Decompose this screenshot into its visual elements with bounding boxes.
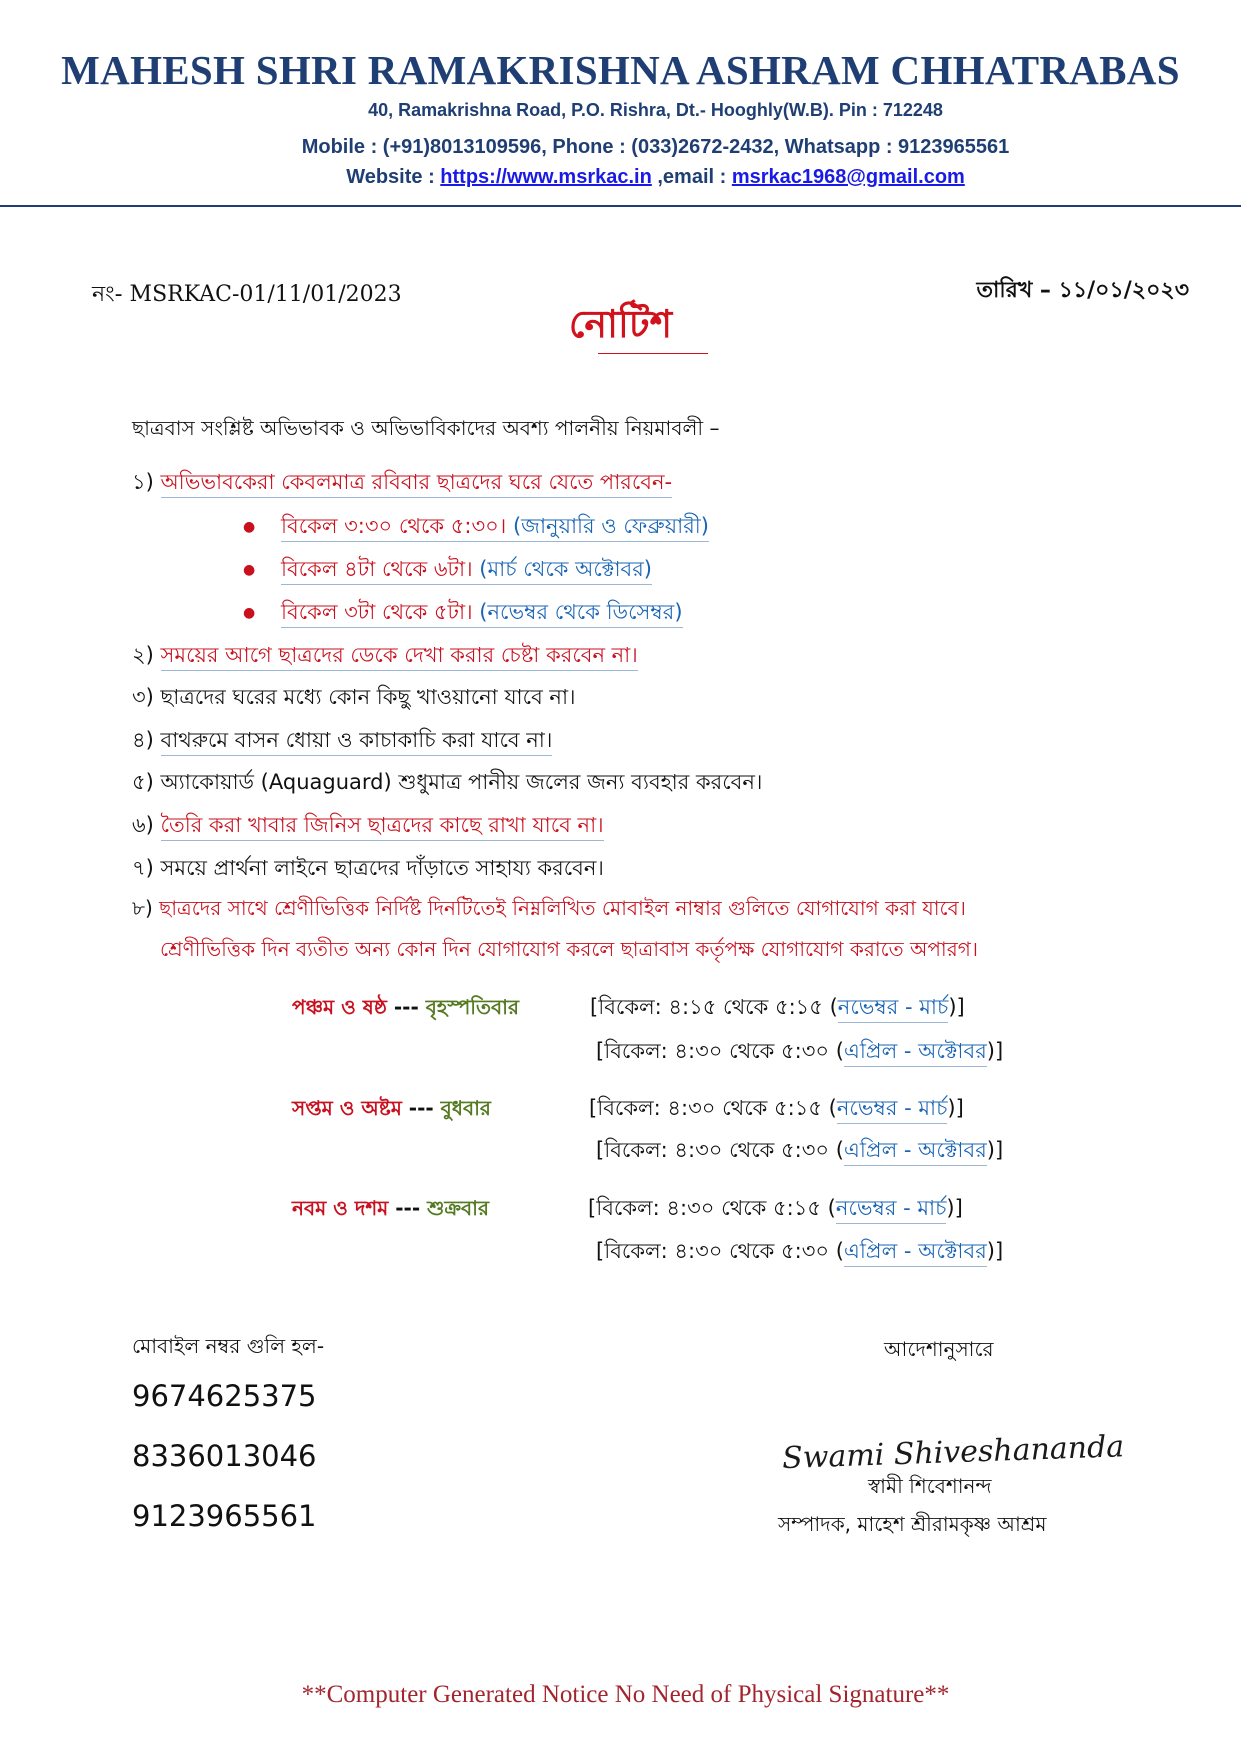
slot-close: )] [986, 1239, 1004, 1263]
email-label: ,email : [651, 166, 732, 188]
email-link[interactable]: msrkac1968@gmail.com [731, 166, 965, 188]
visit-slot-time: বিকেল ৪টা থেকে ৬টা। [281, 557, 480, 581]
class-separator: --- [388, 1196, 428, 1220]
rule-4-text: বাথরুমে বাসন ধোয়া ও কাচাকাচি করা যাবে না। [161, 728, 553, 756]
org-web-email [0, 166, 1241, 189]
rule-2-number: ২) [132, 643, 161, 667]
schedule-group-classes [292, 1094, 491, 1127]
bullet-icon: ● [243, 605, 256, 621]
website-label: Website : [346, 166, 441, 188]
rule-7 [132, 852, 604, 887]
rule-7-text: সময়ে প্রার্থনা লাইনে ছাত্রদের দাঁড়াতে সাহায্য করবেন। [160, 856, 604, 880]
ref-code: MSRKAC-01/11/01/2023 [129, 282, 402, 307]
class-names: সপ্তম ও অষ্টম [292, 1096, 402, 1120]
visit-slot-time: বিকেল ৩টা থেকে ৫টা। [281, 600, 480, 624]
rule-3-number: ৩) [132, 685, 161, 709]
visit-slot-time: বিকেল ৩:৩০ থেকে ৫:৩০। [281, 514, 513, 538]
rule-1-text: অভিভাবকেরা কেবলমাত্র রবিবার ছাত্রদের ঘরে যেতে পারবেন- [161, 470, 673, 498]
bullet-icon: ● [243, 562, 256, 578]
visit-slot [281, 510, 709, 545]
slot-months: নভেম্বর - মার্চ [838, 995, 949, 1023]
handwritten-signature [778, 1420, 1138, 1480]
mobile-number: 9674625375 [132, 1379, 317, 1413]
slot-months: এপ্রিল - অক্টোবর [844, 1239, 987, 1267]
slot-months: এপ্রিল - অক্টোবর [844, 1039, 987, 1067]
rule-5-number: ৫) [132, 770, 161, 794]
rule-5 [132, 766, 762, 801]
slot-close: )] [986, 1138, 1004, 1162]
rule-5-text: অ্যাকোয়ার্ড (Aquaguard) শুধুমাত্র পানীয় জলের জন্য ব্যবহার করবেন। [160, 770, 763, 794]
schedule-slot [589, 1092, 964, 1127]
rule-1-number: ১) [132, 470, 161, 494]
by-order-label: আদেশানুসারে [884, 1337, 994, 1361]
mobile-number: 8336013046 [132, 1439, 317, 1473]
slot-close: )] [948, 995, 965, 1019]
rule-6-text: তৈরি করা খাবার জিনিস ছাত্রদের কাছে রাখা যাবে না। [161, 813, 604, 841]
schedule-slot [588, 1192, 963, 1227]
class-names: নবম ও দশম [292, 1196, 389, 1220]
rule-8-line-1: ছাত্রদের সাথে শ্রেণীভিত্তিক নির্দিষ্ট দিনটিতেই নিম্নলিখিত মোবাইল নাম্বার গুলিতে যোগাযোগ করা যাবে। [159, 896, 966, 920]
rule-6 [132, 809, 604, 844]
website-link[interactable]: https://www.msrkac.in [440, 166, 652, 188]
slot-time: [বিকেল: ৪:৩০ থেকে ৫:৩০ ( [596, 1239, 844, 1263]
footer-note: **Computer Generated Notice No Need of Physical Signature** [301, 1681, 950, 1708]
slot-time: [বিকেল: ৪:৩০ থেকে ৫:৩০ ( [596, 1138, 844, 1162]
visit-slot [281, 553, 652, 588]
contact-day: বৃহস্পতিবার [425, 995, 519, 1019]
org-address: 40, Ramakrishna Road, P.O. Rishra, Dt.- Hooghly(W.B). Pin : 712248 [368, 100, 943, 120]
slot-time: [বিকেল: ৪:১৫ থেকে ৫:১৫ ( [590, 995, 838, 1019]
slot-months: নভেম্বর - মার্চ [836, 1196, 947, 1224]
slot-time: [বিকেল: ৪:৩০ থেকে ৫:১৫ ( [588, 1196, 836, 1220]
slot-close: )] [947, 1096, 964, 1120]
slot-close: )] [946, 1196, 963, 1220]
rule-7-number: ৭) [132, 856, 161, 880]
rule-8-number: ৮) [132, 896, 160, 920]
rule-8 [132, 894, 966, 927]
slot-time: [বিকেল: ৪:৩০ থেকে ৫:১৫ ( [589, 1096, 837, 1120]
rule-6-number: ৬) [132, 813, 161, 837]
contact-day: বুধবার [440, 1096, 491, 1120]
slot-months: নভেম্বর - মার্চ [837, 1096, 948, 1124]
signatory-designation: সম্পাদক, মাহেশ শ্রীরামকৃষ্ণ আশ্রম [778, 1512, 1047, 1536]
rule-3 [132, 681, 576, 716]
slot-time: [বিকেল: ৪:৩০ থেকে ৫:৩০ ( [596, 1039, 844, 1063]
mobile-number: 9123965561 [132, 1499, 317, 1533]
mobile-numbers-heading: মোবাইল নম্বর গুলি হল- [132, 1334, 325, 1358]
schedule-slot [596, 1035, 1003, 1070]
signature-script: Swami Shiveshananda [781, 1429, 1125, 1477]
schedule-group-classes [292, 1194, 489, 1227]
rule-1 [132, 466, 672, 501]
schedule-group-classes [292, 993, 519, 1026]
visit-slot-months: (মার্চ থেকে অক্টোবর) [479, 557, 652, 581]
visit-slot-months: (জানুয়ারি ও ফেব্রুয়ারী) [512, 514, 709, 538]
ref-label: নং- [92, 282, 130, 307]
rule-2-text: সময়ের আগে ছাত্রদের ডেকে দেখা করার চেষ্টা করবেন না। [161, 643, 638, 671]
rule-2 [132, 639, 638, 674]
letterhead-divider [0, 205, 1241, 207]
org-contact: Mobile : (+91)8013109596, Phone : (033)2672-2432, Whatsapp : 9123965561 [301, 136, 1010, 158]
signatory-name: স্বামী শিবেশানন্দ [868, 1474, 992, 1498]
slot-months: এপ্রিল - অক্টোবর [844, 1138, 987, 1166]
notice-date: তারিখ – ১১/০১/২০২৩ [976, 278, 1189, 303]
notice-title-underline [598, 353, 708, 354]
class-separator: --- [386, 995, 426, 1019]
visit-slot-months: (নভেম্বর থেকে ডিসেম্বর) [479, 600, 683, 624]
class-names: পঞ্চম ও ষষ্ঠ [292, 995, 387, 1019]
contact-day: শুক্রবার [427, 1196, 489, 1220]
org-name: MAHESH SHRI RAMAKRISHNA ASHRAM CHHATRABAS [61, 47, 1180, 93]
slot-close: )] [986, 1039, 1004, 1063]
rule-3-text: ছাত্রদের ঘরের মধ্যে কোন কিছু খাওয়ানো যাবে না। [160, 685, 576, 709]
schedule-slot [596, 1235, 1003, 1270]
schedule-slot [590, 991, 965, 1026]
rule-4 [132, 724, 552, 759]
visit-slot [281, 596, 683, 631]
rule-8-line-2: শ্রেণীভিত্তিক দিন ব্যতীত অন্য কোন দিন যোগাযোগ করলে ছাত্রাবাস কর্তৃপক্ষ যোগাযোগ করাতে অপারগ। [160, 937, 978, 961]
notice-title: নোটিশ [568, 302, 673, 346]
rules-intro: ছাত্রবাস সংশ্লিষ্ট অভিভাবক ও অভিভাবিকাদের অবশ্য পালনীয় নিয়মাবলী – [132, 416, 720, 440]
bullet-icon: ● [243, 519, 256, 535]
class-separator: --- [401, 1096, 441, 1120]
rule-4-number: ৪) [132, 728, 161, 752]
schedule-slot [596, 1134, 1003, 1169]
